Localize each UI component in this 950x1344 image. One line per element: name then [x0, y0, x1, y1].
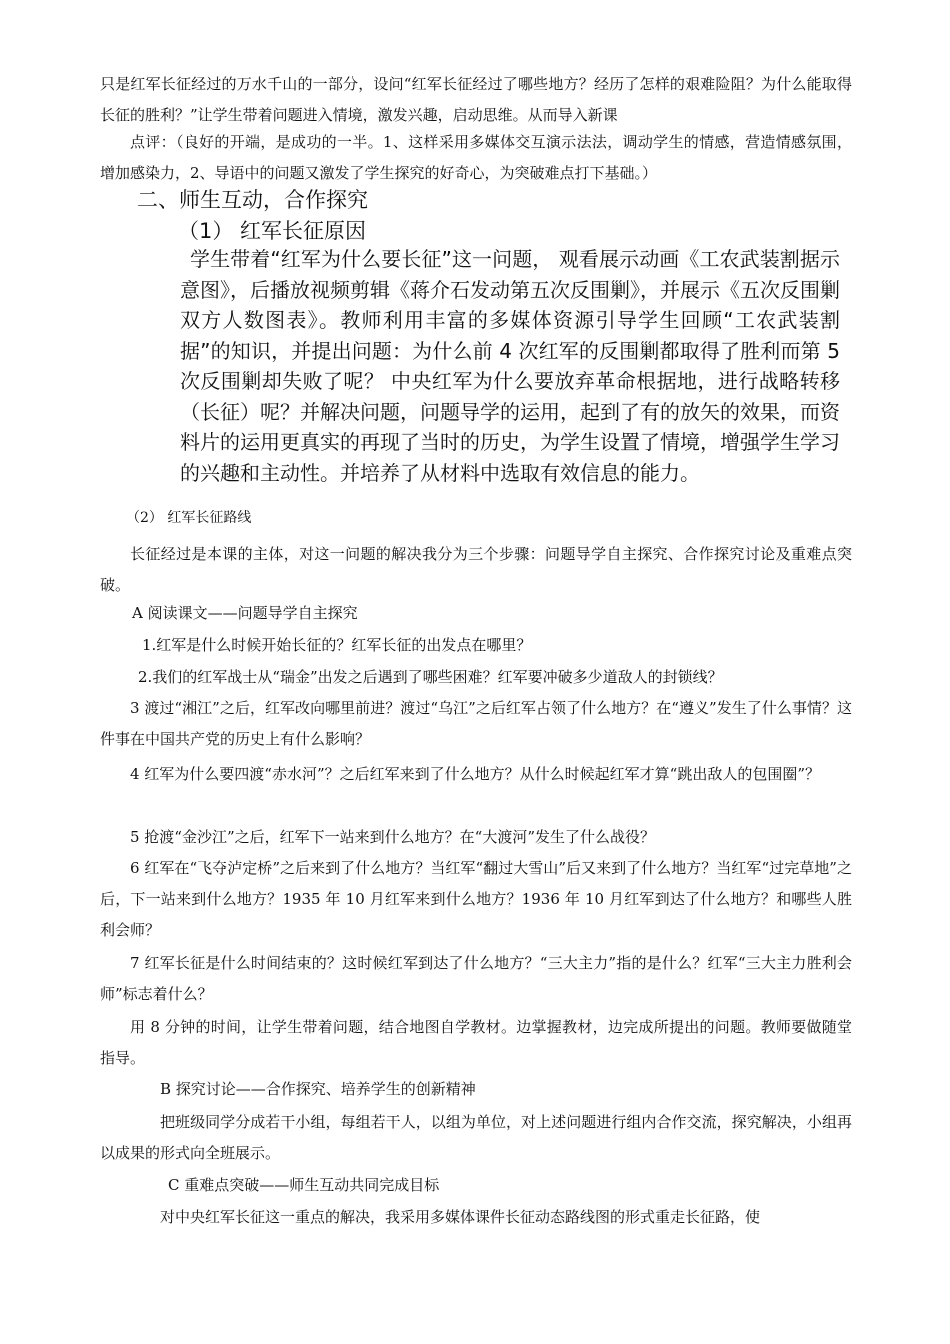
step-a-note: 用 8 分钟的时间，让学生带着问题，结合地图自学教材。边掌握教材，边完成所提出的问题。教师要做随堂指导。: [100, 1018, 852, 1067]
sub2-heading: （2） 红军长征路线: [126, 510, 252, 526]
section2-heading: 二、师生互动，合作探究: [137, 188, 368, 212]
review-paragraph: 点评：（良好的开端，是成功的一半。1、这样采用多媒体交互演示法法，调动学生的情感，营造情感氛围，增加感染力，2、导语中的问题又激发了学生探究的好奇心，为突破难点打下基础。）: [100, 133, 852, 182]
question-7: 7 红军长征是什么时间结束的？这时候红军到达了什么地方？“三大主力”指的是什么？红军“三大主力胜利会师”标志着什么？: [100, 954, 852, 1003]
step-a-heading: A 阅读课文——问题导学自主探究: [132, 604, 358, 622]
question-2: 2.我们的红军战士从“瑞金”出发之后遇到了哪些困难？红军要冲破多少道敌人的封锁线？: [138, 668, 723, 686]
sub2-intro: 长征经过是本课的主体，对这一问题的解决我分为三个步骤：问题导学自主探究、合作探究讨论及重难点突破。: [100, 545, 852, 594]
step-c-heading: C 重难点突破——师生互动共同完成目标: [168, 1176, 440, 1194]
step-b-heading: B 探究讨论——合作探究、培养学生的创新精神: [160, 1080, 476, 1098]
step-b-body: 把班级同学分成若干小组，每组若干人，以组为单位，对上述问题进行组内合作交流，探究解决，小组再以成果的形式向全班展示。: [100, 1113, 852, 1162]
question-6: 6 红军在“飞夺泸定桥”之后来到了什么地方？当红军“翻过大雪山”后又来到了什么地方？当红军“过完草地”之后，下一站来到什么地方？1935 年 10 月红军来到什么地方？1936 年 10 月红军到达了什么地方？和哪些人胜利会师？: [100, 859, 852, 939]
intro-paragraph: 只是红军长征经过的万水千山的一部分，设问“红军长征经过了哪些地方？经历了怎样的艰难险阻？为什么能取得长征的胜利？”让学生带着问题进入情境，激发兴趣，启动思维。从而导入新课: [100, 75, 852, 124]
question-5: 5 抢渡“金沙江”之后，红军下一站来到什么地方？在“大渡河”发生了什么战役？: [130, 828, 655, 846]
step-c-body: 对中央红军长征这一重点的解决，我采用多媒体课件长征动态路线图的形式重走长征路，使: [160, 1208, 761, 1226]
question-4: 4 红军为什么要四渡“赤水河”？之后红军来到了什么地方？从什么时候起红军才算“跳出敌人的包围圈”？: [130, 765, 820, 783]
question-1: 1.红军是什么时候开始长征的？红军长征的出发点在哪里？: [142, 636, 532, 654]
sub1-heading: （1） 红军长征原因: [178, 219, 367, 243]
sub1-body: 学生带着“红军为什么要长征”这一问题， 观看展示动画《工农武装割据示意图》，后播放视频剪辑《蒋介石发动第五次反围剿》，并展示《五次反围剿双方人数图表》。教师利用丰富的多媒体资源引导学生回顾“工农武装割据”的知识，并提出问题：为什么前 4 次红军的反围剿都取得了胜利而第 5 次反围剿却失败了呢？ 中央红军为什么要放弃革命根据地，进行战略转移（长征）呢？并解决问题，问题导学的运用，起到了有的放矢的效果，而资料片的运用更真实的再现了当时的历史，为学生设置了情境，增强学生学习的兴趣和主动性。并培养了从材料中选取有效信息的能力。: [180, 247, 840, 485]
question-3: 3 渡过“湘江”之后，红军改向哪里前进？渡过“乌江”之后红军占领了什么地方？在“遵义”发生了什么事情？这件事在中国共产党的历史上有什么影响？: [100, 699, 852, 748]
